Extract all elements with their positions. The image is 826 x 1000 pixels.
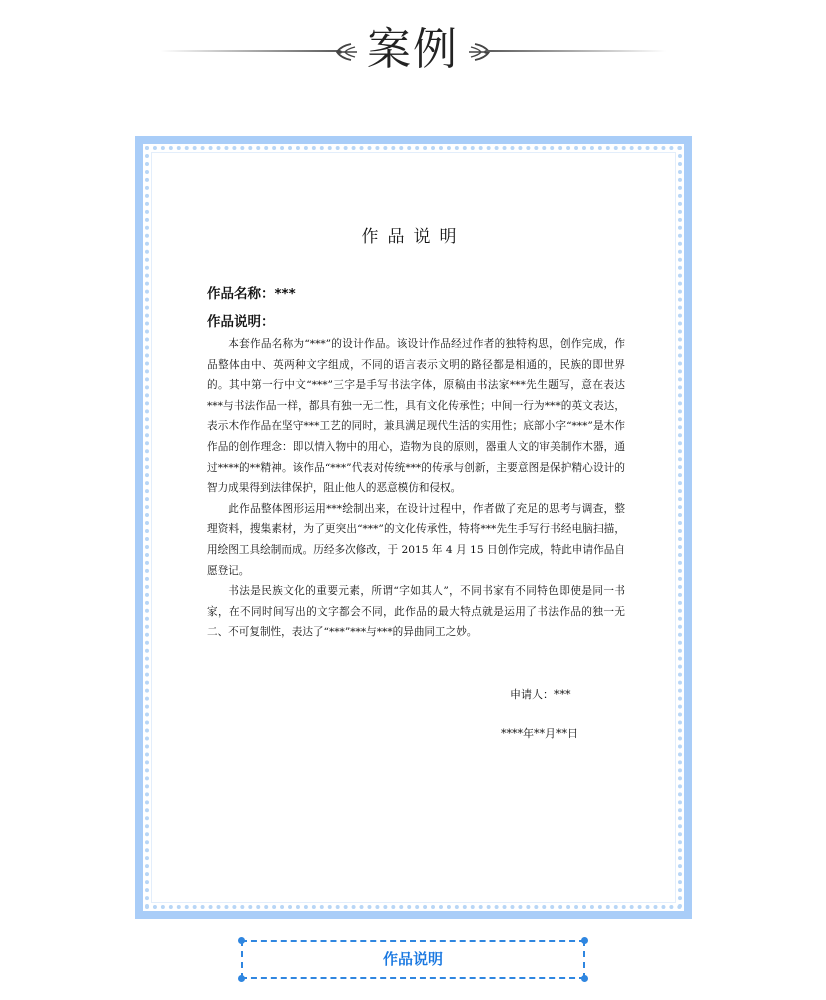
corner-dot <box>238 975 245 982</box>
section-header <box>0 18 826 88</box>
corner-dot <box>581 937 588 944</box>
caption-label: 作品说明 <box>382 950 443 968</box>
work-description-label: 作品说明： <box>207 314 275 330</box>
header-title: 案例 <box>367 24 459 75</box>
ornament-left-icon <box>333 38 359 66</box>
signature-date: ****年**月**日 <box>501 727 578 740</box>
caption-box <box>241 940 585 979</box>
document-body <box>207 334 625 643</box>
corner-dot <box>581 975 588 982</box>
work-name-field: 作品名称：*** <box>207 286 296 302</box>
paragraph-1: 本套作品名称为“***”的设计作品。该设计作品经过作者的独特构思，创作完成，作品整体由中、英两种文字组成，不同的语言表示文明的路径都是相通的，民族的即世界的。其中第一行中文“***”三字是手写书法字体，原稿由书法家***先生题写，意在表达***与书法作品一样，都具有独一无二性，具有文化传承性；中间一行为***的英文表达，表示木作作品在坚守***工艺的同时，兼具满足现代生活的实用性；底部小字“***”是木作作品的创作理念：即以情入物中的用心，造物为良的原则，器重人文的审美制作木器，通过****的**精神。该作品“***”代表对传统***的传承与创新，主要意图是保护精心设计的智力成果得到法律保护，阻止他人的恶意模仿和侵权。 <box>207 338 625 495</box>
document-title: 作品说明 <box>361 227 466 247</box>
header-divider-left <box>160 50 340 52</box>
document-frame <box>135 136 692 919</box>
ornament-right-icon <box>467 38 493 66</box>
applicant-signature: 申请人：*** <box>510 688 571 701</box>
corner-dot <box>238 937 245 944</box>
paragraph-2: 此作品整体图形运用***绘制出来，在设计过程中，作者做了充足的思考与调查，整理资料，搜集素材，为了更突出“***”的文化传承性，特将***先生手写行书经电脑扫描，用绘图工具绘制而成。历经多次修改，于 2015 年 4 月 15 日创作完成，特此申请作品自愿登记。 <box>207 502 625 577</box>
header-divider-right <box>486 50 666 52</box>
paragraph-3: 书法是民族文化的重要元素，所谓“字如其人”，不同书家有不同特色即使是同一书家，在不同时间写出的文字都会不同，此作品的最大特点就是运用了书法作品的独一无二、不可复制性，表达了“***”***与***的异曲同工之妙。 <box>207 585 625 639</box>
